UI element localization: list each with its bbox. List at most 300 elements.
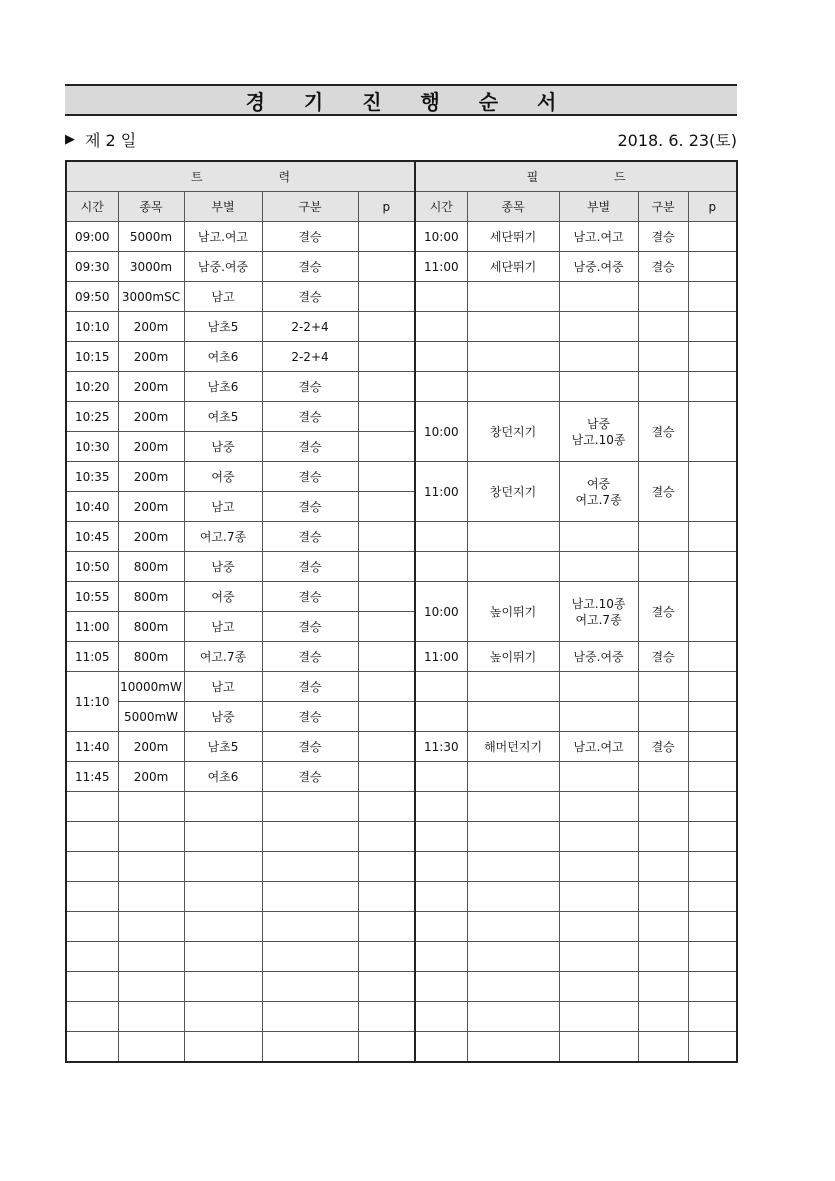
track-p-cell bbox=[358, 462, 415, 492]
empty-cell bbox=[66, 822, 118, 852]
field-type-cell: 결승 bbox=[638, 642, 688, 672]
empty-cell bbox=[358, 792, 415, 822]
track-type-cell: 결승 bbox=[262, 732, 358, 762]
empty-cell bbox=[66, 912, 118, 942]
col-header: 종목 bbox=[467, 192, 559, 222]
empty-cell bbox=[184, 1032, 262, 1063]
track-event-cell: 200m bbox=[118, 342, 184, 372]
field-division-cell: 남고.여고 bbox=[559, 732, 638, 762]
empty-cell bbox=[688, 882, 737, 912]
empty-cell bbox=[559, 672, 638, 702]
empty-cell bbox=[638, 372, 688, 402]
empty-cell bbox=[118, 912, 184, 942]
field-p-cell bbox=[688, 582, 737, 642]
empty-cell bbox=[638, 312, 688, 342]
track-event-cell: 5000m bbox=[118, 222, 184, 252]
empty-cell bbox=[262, 822, 358, 852]
empty-cell bbox=[467, 282, 559, 312]
table-row bbox=[66, 732, 737, 762]
track-time-cell: 10:30 bbox=[66, 432, 118, 462]
empty-cell bbox=[118, 882, 184, 912]
track-division-cell: 여초6 bbox=[184, 762, 262, 792]
track-division-cell: 여고.7종 bbox=[184, 642, 262, 672]
field-p-cell bbox=[688, 402, 737, 462]
empty-cell bbox=[415, 1032, 467, 1063]
empty-cell bbox=[415, 702, 467, 732]
empty-cell bbox=[688, 312, 737, 342]
empty-cell bbox=[262, 882, 358, 912]
track-division-cell: 남고.여고 bbox=[184, 222, 262, 252]
table-row bbox=[66, 672, 737, 702]
track-type-cell: 결승 bbox=[262, 492, 358, 522]
track-division-cell: 여중 bbox=[184, 582, 262, 612]
empty-cell bbox=[66, 792, 118, 822]
empty-cell bbox=[358, 882, 415, 912]
empty-cell bbox=[184, 1002, 262, 1032]
day-heading bbox=[65, 128, 136, 151]
field-type-cell: 결승 bbox=[638, 582, 688, 642]
field-event-cell: 창던지기 bbox=[467, 402, 559, 462]
empty-cell bbox=[559, 282, 638, 312]
table-row bbox=[66, 912, 737, 942]
empty-cell bbox=[688, 1032, 737, 1063]
field-division-cell: 남고.여고 bbox=[559, 222, 638, 252]
empty-cell bbox=[184, 852, 262, 882]
track-division-cell: 남고 bbox=[184, 282, 262, 312]
empty-cell bbox=[559, 312, 638, 342]
track-p-cell bbox=[358, 222, 415, 252]
track-event-cell: 200m bbox=[118, 732, 184, 762]
field-type-cell: 결승 bbox=[638, 462, 688, 522]
empty-cell bbox=[688, 852, 737, 882]
empty-cell bbox=[688, 672, 737, 702]
empty-cell bbox=[467, 702, 559, 732]
empty-cell bbox=[688, 702, 737, 732]
track-time-cell: 11:10 bbox=[66, 672, 118, 732]
empty-cell bbox=[184, 972, 262, 1002]
track-p-cell bbox=[358, 702, 415, 732]
track-division-cell: 여초5 bbox=[184, 402, 262, 432]
empty-cell bbox=[467, 312, 559, 342]
empty-cell bbox=[638, 882, 688, 912]
track-type-cell: 결승 bbox=[262, 582, 358, 612]
table-row bbox=[66, 1002, 737, 1032]
empty-cell bbox=[559, 522, 638, 552]
track-p-cell bbox=[358, 342, 415, 372]
empty-cell bbox=[184, 912, 262, 942]
field-section-header: 필 드 bbox=[415, 161, 737, 192]
field-time-cell: 11:00 bbox=[415, 462, 467, 522]
empty-cell bbox=[559, 1002, 638, 1032]
empty-cell bbox=[638, 1032, 688, 1063]
col-header: p bbox=[688, 192, 737, 222]
empty-cell bbox=[467, 972, 559, 1002]
empty-cell bbox=[358, 1032, 415, 1063]
track-type-cell: 결승 bbox=[262, 522, 358, 552]
empty-cell bbox=[559, 372, 638, 402]
track-event-cell: 3000m bbox=[118, 252, 184, 282]
table-body bbox=[66, 222, 737, 1063]
track-division-cell: 여중 bbox=[184, 462, 262, 492]
empty-cell bbox=[467, 942, 559, 972]
track-division-cell: 남중.여중 bbox=[184, 252, 262, 282]
empty-cell bbox=[467, 912, 559, 942]
field-time-cell: 10:00 bbox=[415, 402, 467, 462]
track-type-cell: 결승 bbox=[262, 462, 358, 492]
table-row bbox=[66, 282, 737, 312]
empty-cell bbox=[118, 942, 184, 972]
empty-cell bbox=[559, 702, 638, 732]
col-header: 구분 bbox=[638, 192, 688, 222]
empty-cell bbox=[467, 1032, 559, 1063]
empty-cell bbox=[66, 882, 118, 912]
empty-cell bbox=[415, 372, 467, 402]
track-time-cell: 10:10 bbox=[66, 312, 118, 342]
empty-cell bbox=[118, 1002, 184, 1032]
table-row bbox=[66, 342, 737, 372]
empty-cell bbox=[262, 1002, 358, 1032]
track-p-cell bbox=[358, 492, 415, 522]
field-division-cell: 남고.10종 여고.7종 bbox=[559, 582, 638, 642]
track-p-cell bbox=[358, 582, 415, 612]
table-row bbox=[66, 1032, 737, 1063]
empty-cell bbox=[415, 1002, 467, 1032]
empty-cell bbox=[184, 882, 262, 912]
field-p-cell bbox=[688, 222, 737, 252]
empty-cell bbox=[467, 672, 559, 702]
track-time-cell: 10:40 bbox=[66, 492, 118, 522]
empty-cell bbox=[467, 822, 559, 852]
empty-cell bbox=[638, 522, 688, 552]
field-event-cell: 높이뛰기 bbox=[467, 582, 559, 642]
track-p-cell bbox=[358, 282, 415, 312]
track-event-cell: 10000mW bbox=[118, 672, 184, 702]
empty-cell bbox=[688, 522, 737, 552]
empty-cell bbox=[638, 342, 688, 372]
date-label: 2018. 6. 23(토) bbox=[617, 130, 737, 150]
track-type-cell: 2-2+4 bbox=[262, 342, 358, 372]
empty-cell bbox=[118, 852, 184, 882]
empty-cell bbox=[358, 852, 415, 882]
empty-cell bbox=[688, 942, 737, 972]
title-bar bbox=[65, 84, 737, 116]
empty-cell bbox=[638, 912, 688, 942]
table-row bbox=[66, 792, 737, 822]
empty-cell bbox=[688, 762, 737, 792]
empty-cell bbox=[415, 282, 467, 312]
empty-cell bbox=[358, 912, 415, 942]
empty-cell bbox=[688, 822, 737, 852]
empty-cell bbox=[358, 972, 415, 1002]
empty-cell bbox=[184, 792, 262, 822]
track-event-cell: 5000mW bbox=[118, 702, 184, 732]
track-time-cell: 10:50 bbox=[66, 552, 118, 582]
empty-cell bbox=[559, 342, 638, 372]
field-type-cell: 결승 bbox=[638, 252, 688, 282]
section-header-row bbox=[66, 161, 737, 192]
track-time-cell: 10:25 bbox=[66, 402, 118, 432]
track-division-cell: 남초5 bbox=[184, 732, 262, 762]
empty-cell bbox=[415, 312, 467, 342]
table-row bbox=[66, 462, 737, 492]
empty-cell bbox=[559, 882, 638, 912]
empty-cell bbox=[118, 822, 184, 852]
empty-cell bbox=[688, 1002, 737, 1032]
empty-cell bbox=[66, 942, 118, 972]
empty-cell bbox=[358, 1002, 415, 1032]
table-row bbox=[66, 642, 737, 672]
empty-cell bbox=[638, 762, 688, 792]
empty-cell bbox=[559, 852, 638, 882]
field-division-cell: 남중 남고.10종 bbox=[559, 402, 638, 462]
empty-cell bbox=[467, 522, 559, 552]
empty-cell bbox=[262, 912, 358, 942]
track-time-cell: 10:20 bbox=[66, 372, 118, 402]
track-event-cell: 200m bbox=[118, 522, 184, 552]
empty-cell bbox=[559, 822, 638, 852]
track-event-cell: 800m bbox=[118, 552, 184, 582]
empty-cell bbox=[415, 672, 467, 702]
track-time-cell: 09:30 bbox=[66, 252, 118, 282]
track-type-cell: 결승 bbox=[262, 672, 358, 702]
empty-cell bbox=[559, 762, 638, 792]
track-division-cell: 남중 bbox=[184, 552, 262, 582]
empty-cell bbox=[467, 1002, 559, 1032]
empty-cell bbox=[467, 792, 559, 822]
track-p-cell bbox=[358, 432, 415, 462]
track-event-cell: 800m bbox=[118, 612, 184, 642]
track-division-cell: 여초6 bbox=[184, 342, 262, 372]
table-row bbox=[66, 702, 737, 732]
empty-cell bbox=[118, 972, 184, 1002]
empty-cell bbox=[415, 822, 467, 852]
empty-cell bbox=[467, 882, 559, 912]
empty-cell bbox=[415, 942, 467, 972]
field-time-cell: 11:30 bbox=[415, 732, 467, 762]
track-event-cell: 200m bbox=[118, 372, 184, 402]
empty-cell bbox=[415, 792, 467, 822]
col-header: 종목 bbox=[118, 192, 184, 222]
table-row bbox=[66, 582, 737, 612]
track-time-cell: 09:00 bbox=[66, 222, 118, 252]
field-time-cell: 10:00 bbox=[415, 222, 467, 252]
empty-cell bbox=[415, 972, 467, 1002]
field-type-cell: 결승 bbox=[638, 732, 688, 762]
track-p-cell bbox=[358, 612, 415, 642]
empty-cell bbox=[467, 372, 559, 402]
field-type-cell: 결승 bbox=[638, 402, 688, 462]
track-p-cell bbox=[358, 762, 415, 792]
table-row bbox=[66, 942, 737, 972]
field-p-cell bbox=[688, 732, 737, 762]
empty-cell bbox=[415, 912, 467, 942]
empty-cell bbox=[559, 792, 638, 822]
empty-cell bbox=[467, 762, 559, 792]
empty-cell bbox=[688, 552, 737, 582]
empty-cell bbox=[688, 282, 737, 312]
field-event-cell: 세단뛰기 bbox=[467, 222, 559, 252]
track-type-cell: 결승 bbox=[262, 252, 358, 282]
track-type-cell: 결승 bbox=[262, 642, 358, 672]
field-event-cell: 높이뛰기 bbox=[467, 642, 559, 672]
track-type-cell: 2-2+4 bbox=[262, 312, 358, 342]
empty-cell bbox=[638, 1002, 688, 1032]
empty-cell bbox=[638, 822, 688, 852]
empty-cell bbox=[638, 942, 688, 972]
table-row bbox=[66, 762, 737, 792]
track-event-cell: 200m bbox=[118, 402, 184, 432]
track-type-cell: 결승 bbox=[262, 432, 358, 462]
track-p-cell bbox=[358, 642, 415, 672]
table-row bbox=[66, 552, 737, 582]
table-row bbox=[66, 882, 737, 912]
empty-cell bbox=[262, 942, 358, 972]
empty-cell bbox=[66, 852, 118, 882]
table-row bbox=[66, 852, 737, 882]
track-division-cell: 남중 bbox=[184, 432, 262, 462]
field-type-cell: 결승 bbox=[638, 222, 688, 252]
field-event-cell: 세단뛰기 bbox=[467, 252, 559, 282]
track-p-cell bbox=[358, 312, 415, 342]
track-time-cell: 10:45 bbox=[66, 522, 118, 552]
empty-cell bbox=[638, 702, 688, 732]
field-event-cell: 해머던지기 bbox=[467, 732, 559, 762]
table-row bbox=[66, 222, 737, 252]
col-header: 시간 bbox=[415, 192, 467, 222]
field-division-cell: 여중 여고.7종 bbox=[559, 462, 638, 522]
table-row bbox=[66, 312, 737, 342]
empty-cell bbox=[638, 972, 688, 1002]
track-time-cell: 10:35 bbox=[66, 462, 118, 492]
empty-cell bbox=[66, 1002, 118, 1032]
empty-cell bbox=[559, 912, 638, 942]
empty-cell bbox=[358, 822, 415, 852]
table-row bbox=[66, 252, 737, 282]
day-label: 제 2 일 bbox=[85, 130, 137, 150]
empty-cell bbox=[184, 822, 262, 852]
field-division-cell: 남중.여중 bbox=[559, 252, 638, 282]
empty-cell bbox=[66, 1032, 118, 1063]
triangle-right-icon: ▶ bbox=[65, 131, 75, 147]
col-header: 부별 bbox=[559, 192, 638, 222]
table-row bbox=[66, 372, 737, 402]
track-division-cell: 남초5 bbox=[184, 312, 262, 342]
empty-cell bbox=[638, 552, 688, 582]
page-title: 경 기 진 행 순 서 bbox=[245, 89, 573, 114]
track-p-cell bbox=[358, 372, 415, 402]
track-section-header: 트 력 bbox=[66, 161, 415, 192]
track-p-cell bbox=[358, 552, 415, 582]
field-p-cell bbox=[688, 252, 737, 282]
track-division-cell: 남초6 bbox=[184, 372, 262, 402]
empty-cell bbox=[688, 372, 737, 402]
empty-cell bbox=[262, 972, 358, 1002]
track-time-cell: 09:50 bbox=[66, 282, 118, 312]
empty-cell bbox=[559, 942, 638, 972]
track-time-cell: 11:05 bbox=[66, 642, 118, 672]
track-type-cell: 결승 bbox=[262, 552, 358, 582]
track-type-cell: 결승 bbox=[262, 372, 358, 402]
col-header: 구분 bbox=[262, 192, 358, 222]
empty-cell bbox=[415, 762, 467, 792]
field-time-cell: 10:00 bbox=[415, 582, 467, 642]
empty-cell bbox=[262, 1032, 358, 1063]
empty-cell bbox=[688, 792, 737, 822]
empty-cell bbox=[638, 852, 688, 882]
empty-cell bbox=[559, 972, 638, 1002]
empty-cell bbox=[559, 552, 638, 582]
field-p-cell bbox=[688, 462, 737, 522]
track-event-cell: 200m bbox=[118, 462, 184, 492]
empty-cell bbox=[688, 342, 737, 372]
empty-cell bbox=[184, 942, 262, 972]
empty-cell bbox=[415, 882, 467, 912]
track-type-cell: 결승 bbox=[262, 402, 358, 432]
track-event-cell: 3000mSC bbox=[118, 282, 184, 312]
field-p-cell bbox=[688, 642, 737, 672]
empty-cell bbox=[467, 552, 559, 582]
track-division-cell: 여고.7종 bbox=[184, 522, 262, 552]
track-type-cell: 결승 bbox=[262, 222, 358, 252]
col-header: 부별 bbox=[184, 192, 262, 222]
track-type-cell: 결승 bbox=[262, 702, 358, 732]
empty-cell bbox=[638, 792, 688, 822]
track-type-cell: 결승 bbox=[262, 612, 358, 642]
track-type-cell: 결승 bbox=[262, 762, 358, 792]
col-header: 시간 bbox=[66, 192, 118, 222]
empty-cell bbox=[262, 792, 358, 822]
field-event-cell: 창던지기 bbox=[467, 462, 559, 522]
track-time-cell: 10:55 bbox=[66, 582, 118, 612]
empty-cell bbox=[688, 972, 737, 1002]
field-time-cell: 11:00 bbox=[415, 252, 467, 282]
empty-cell bbox=[559, 1032, 638, 1063]
track-division-cell: 남고 bbox=[184, 672, 262, 702]
table-row bbox=[66, 972, 737, 1002]
track-event-cell: 200m bbox=[118, 312, 184, 342]
track-time-cell: 10:15 bbox=[66, 342, 118, 372]
day-line bbox=[65, 128, 737, 150]
track-p-cell bbox=[358, 522, 415, 552]
track-time-cell: 11:00 bbox=[66, 612, 118, 642]
empty-cell bbox=[262, 852, 358, 882]
col-header: p bbox=[358, 192, 415, 222]
field-time-cell: 11:00 bbox=[415, 642, 467, 672]
empty-cell bbox=[415, 552, 467, 582]
track-type-cell: 결승 bbox=[262, 282, 358, 312]
track-event-cell: 200m bbox=[118, 492, 184, 522]
track-division-cell: 남고 bbox=[184, 612, 262, 642]
track-p-cell bbox=[358, 672, 415, 702]
track-event-cell: 800m bbox=[118, 642, 184, 672]
empty-cell bbox=[638, 672, 688, 702]
empty-cell bbox=[66, 972, 118, 1002]
track-p-cell bbox=[358, 732, 415, 762]
track-p-cell bbox=[358, 252, 415, 282]
track-p-cell bbox=[358, 402, 415, 432]
schedule-table bbox=[65, 160, 738, 1063]
empty-cell bbox=[467, 852, 559, 882]
empty-cell bbox=[638, 282, 688, 312]
empty-cell bbox=[118, 792, 184, 822]
empty-cell bbox=[688, 912, 737, 942]
empty-cell bbox=[415, 852, 467, 882]
track-division-cell: 남고 bbox=[184, 492, 262, 522]
track-time-cell: 11:45 bbox=[66, 762, 118, 792]
column-header-row bbox=[66, 192, 737, 222]
track-division-cell: 남중 bbox=[184, 702, 262, 732]
field-division-cell: 남중.여중 bbox=[559, 642, 638, 672]
